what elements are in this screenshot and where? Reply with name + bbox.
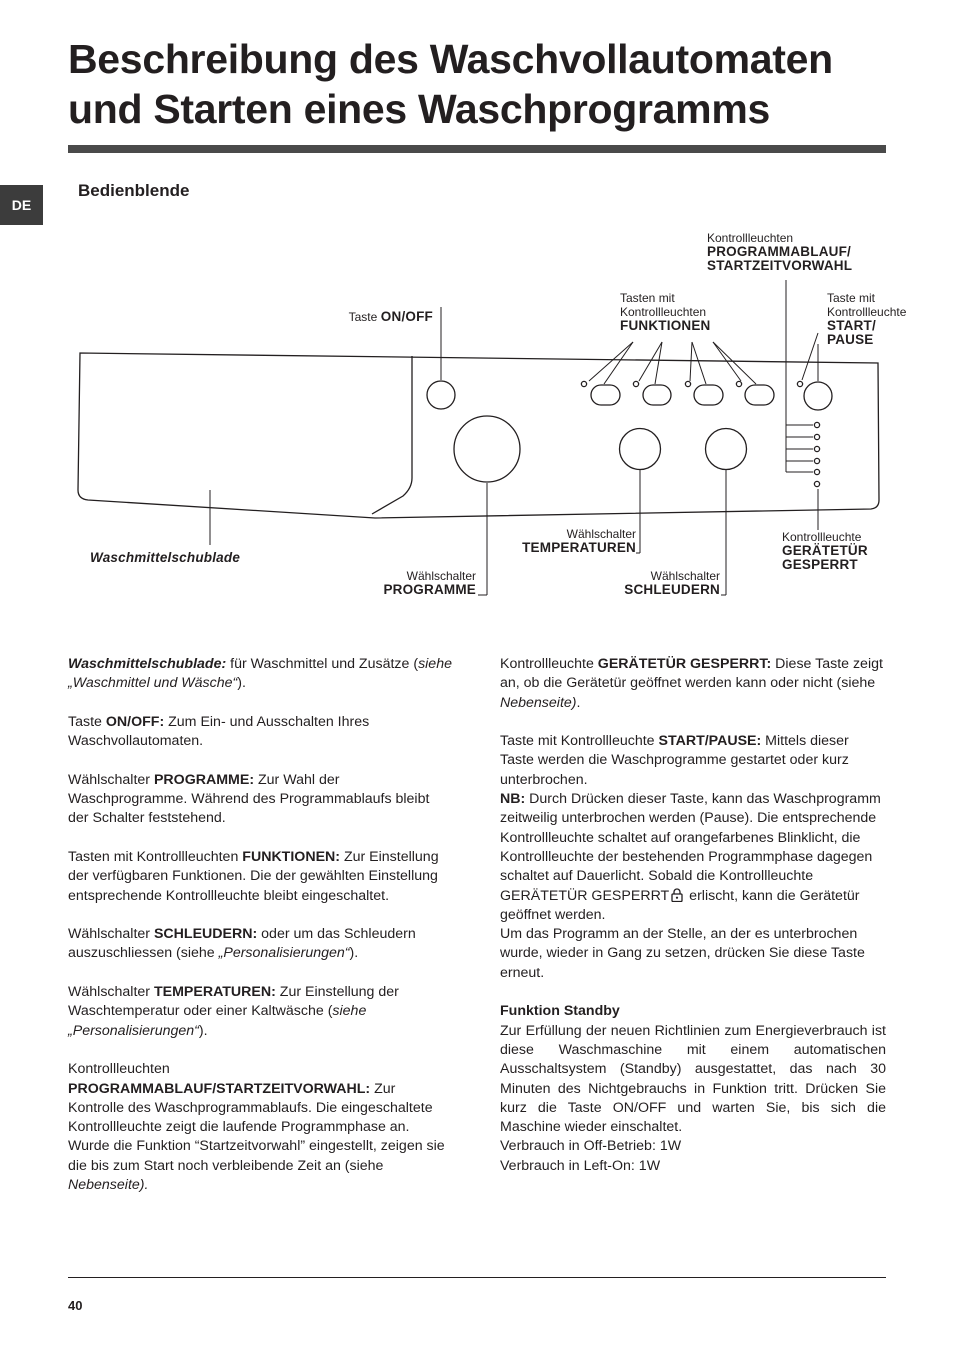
label-geraetetuer: Kontrollleuchte GERÄTETÜR GESPERRT	[782, 530, 868, 572]
title-line-2: und Starten eines Waschprogramms	[68, 86, 770, 132]
right-column	[500, 655, 886, 1176]
language-tab: DE	[0, 185, 43, 225]
panel-outline	[78, 353, 879, 518]
programme-knob-shape	[454, 416, 520, 482]
para-geraetetuer: Kontrollleuchte GERÄTETÜR GESPERRT: Diese Taste zeigt an, ob die Gerätetür geöffnet werden kann oder nicht (siehe Nebenseite).	[500, 656, 883, 711]
para-nb: NB: Durch Drücken dieser Taste, kann das Waschprogramm zeitweilig unterbrochen werden (Pause). Die entsprechende Kontrollleuchte schaltet auf orangefarbenes Blinklicht, die Kontrollleuchte der bestehenden Programmphase dagegen schaltet auf Dauerlicht. Sobald die Kontrollleuchte GERÄTETÜR GESPERRT erlischt, kann die Gerätetür geöffnet werden.	[500, 791, 881, 923]
spin-knob-shape	[706, 429, 747, 470]
standby-off-consumption: Verbrauch in Off-Betrieb: 1W	[500, 1138, 682, 1155]
standby-text: Zur Erfüllung der neuen Richtlinien zum Energieverbrauch ist diese Waschmaschine mit einem automatischen Ausschaltsystem (Standby) ausgestattet, das nach 30 Minuten des Nichtgebrauchs in Funktion tritt. Drücken Sie kurz die Taste ON/OFF und warten Sie, bis sich die Maschine wieder einschaltet.	[500, 1022, 886, 1136]
function-button-4	[745, 385, 774, 405]
para-onoff: Taste ON/OFF: Zum Ein- und Ausschalten Ihres Waschvollautomaten.	[68, 713, 370, 750]
left-column	[68, 655, 453, 1215]
function-button-2	[643, 385, 671, 405]
para-startzeitvorwahl: Wurde die Funktion “Startzeitvorwahl” eingestellt, zeigen sie die bis zum Start noch verbleibende Zeit an (siehe Nebenseite).	[68, 1138, 445, 1194]
page-number: 40	[68, 1298, 83, 1313]
para-schublade: Waschmittelschublade: für Waschmittel und Zusätze (siehe „Waschmittel und Wäsche“).	[68, 656, 452, 692]
temperature-knob-shape	[620, 429, 661, 470]
onoff-button-shape	[427, 381, 455, 409]
label-programme: Wählschalter PROGRAMME	[383, 569, 476, 597]
label-programmablauf: Kontrollleuchten PROGRAMMABLAUF/ STARTZEITVORWAHL	[707, 231, 853, 273]
standby-lefton-consumption: Verbrauch in Left-On: 1W	[500, 1157, 661, 1174]
section-title: Bedienblende	[78, 181, 190, 200]
para-start-pause: Taste mit Kontrollleuchte START/PAUSE: Mittels dieser Taste werden die Waschprogramme gestartet oder kurz unterbrochen.	[500, 733, 849, 788]
footer-rule	[68, 1277, 886, 1278]
para-programmablauf: Kontrollleuchten PROGRAMMABLAUF/STARTZEITVORWAHL: Zur Kontrolle des Waschprogrammablaufs. Die eingeschaltete Kontrollleuchte zeigt die laufende Programmphase an.	[68, 1061, 433, 1136]
para-programme: Wählschalter PROGRAMME: Zur Wahl der Waschprogramme. Während des Programmablaufs bleibt der Schalter feststehend.	[68, 771, 430, 827]
para-funktionen: Tasten mit Kontrollleuchten FUNKTIONEN: Zur Einstellung der verfügbaren Funktionen. Die der gewählten Einstellung entsprechende Kontrollleuchte bleibt eingeschaltet.	[68, 848, 439, 904]
label-schleudern: Wählschalter SCHLEUDERN	[624, 569, 720, 597]
label-start-pause: Taste mit Kontrollleuchte START/ PAUSE	[827, 291, 907, 347]
label-funktionen: Tasten mit Kontrollleuchten FUNKTIONEN	[620, 291, 711, 333]
title-line-1: Beschreibung des Waschvollautomaten	[68, 36, 833, 82]
standby-heading: Funktion Standby	[500, 1003, 620, 1020]
para-temperaturen: Wählschalter TEMPERATUREN: Zur Einstellung der Waschtemperatur oder einer Kaltwäsche (siehe „Personalisierungen“).	[68, 984, 399, 1039]
para-resume: Um das Programm an der Stelle, an der es unterbrochen wurde, wieder in Gang zu setzen, drücken Sie diese Taste erneut.	[500, 926, 865, 981]
start-pause-button-shape	[804, 382, 832, 410]
function-button-1	[591, 385, 620, 405]
function-button-3	[694, 385, 723, 405]
drawer-separator	[372, 356, 412, 514]
label-temperaturen: Wählschalter TEMPERATUREN	[522, 527, 636, 555]
para-schleudern: Wählschalter SCHLEUDERN: oder um das Schleudern auszuschliessen (siehe „Personalisierungen“).	[68, 926, 416, 962]
padlock-icon	[671, 888, 683, 902]
label-onoff: Taste ON/OFF	[348, 309, 433, 324]
label-waschmittelschublade: Waschmittelschublade	[90, 550, 241, 565]
control-panel-diagram	[0, 0, 954, 620]
